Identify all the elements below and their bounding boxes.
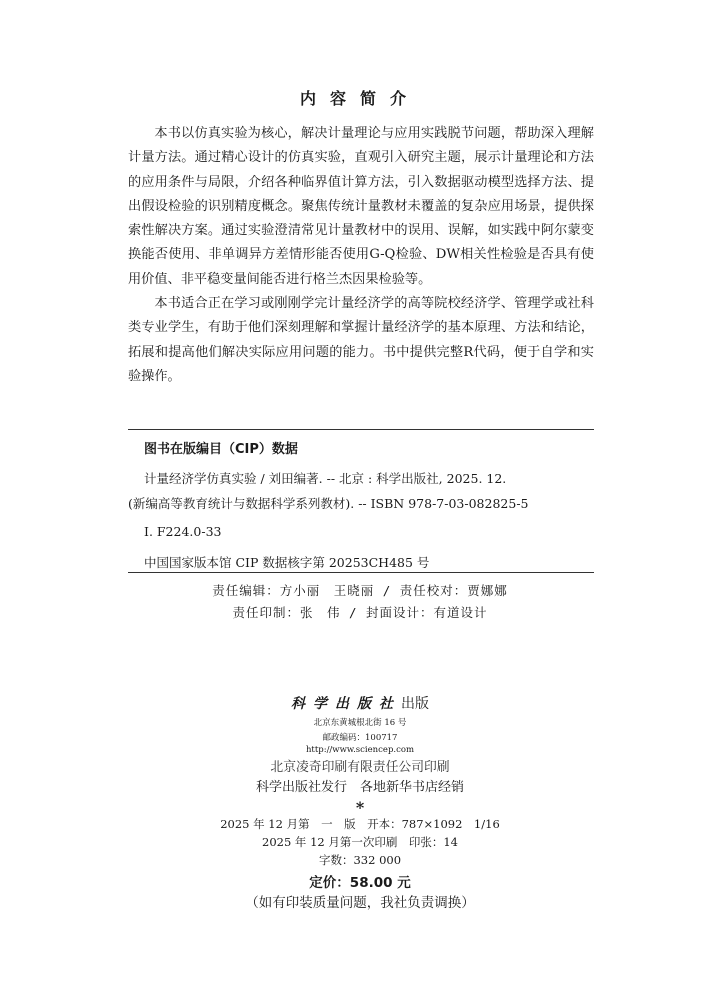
publisher-logo: 科学出版社 [291,696,401,712]
summary-paragraph-1: 本书以仿真实验为核心，解决计量理论与应用实践脱节问题，帮助深入理解计量方法。通过精心设计的仿真实验，直观引入研究主题，展示计量理论和方法的应用条件与局限，介绍各种临界值计算方法，引入数据驱动模型选择方法、提出假设检验的识别精度概念。聚焦传统计量教材未覆盖的复杂应用场景，提供探索性解决方案。通过实验澄清常见计量教材中的误用、误解，如实践中阿尔蒙变换能否使用、非单调异方差情形能否使用G-Q检验、DW相关性检验是否具有使用价值、非平稳变量间能否进行格兰杰因果检验等。 [128,126,594,287]
word-count: 字数：332 000 [318,853,402,867]
summary-paragraph-2: 本书适合正在学习或刚刚学完计量经济学的高等院校经济学、管理学或社科类专业学生，有助于他们深刻理解和掌握计量经济学的基本原理、方法和结论，拓展和提高他们解决实际应用问题的能力。书中提供完整R代码，便于自学和实验操作。 [128,296,594,384]
price: 定价：58.00 元 [309,875,411,891]
cip-line-4: 中国国家版本馆 CIP 数据核字第 20253CH485 号 [144,555,430,570]
printer-line: 北京凌奇印刷有限责任公司印刷 [270,760,450,775]
cip-line-2: (新编高等教育统计与数据科学系列教材). -- ISBN 978-7-03-082825-5 [128,496,529,511]
publisher-zip: 邮政编码：100717 [322,733,398,743]
cip-top-rule [128,429,594,430]
quality-notice: （如有印装质量问题，我社负责调换） [245,895,475,911]
cip-line-3: Ⅰ. F224.0-33 [144,524,222,539]
publisher-line [0,693,720,713]
summary-body [128,122,594,389]
publisher-url: http://www.sciencep.com [305,745,415,755]
cip-line-1: 计量经济学仿真实验 / 刘田编著. -- 北京 : 科学出版社, 2025. 12. [144,471,507,486]
cip-heading: 图书在版编目（CIP）数据 [144,442,298,457]
publisher-address: 北京东黄城根北街 16 号 [313,718,407,728]
edition-line-2: 2025 年 12 月第一次印刷 印张：14 [262,835,458,849]
distribution-line: 科学出版社发行 各地新华书店经销 [255,780,464,795]
edition-line-1: 2025 年 12 月第 一 版 开本：787×1092 1/16 [220,817,500,831]
separator-star: * [355,798,365,817]
cip-bottom-rule [128,572,594,573]
credits-print-design: 责任印制：张 伟 / 封面设计：有道设计 [232,605,488,620]
summary-title: 内容简介 [299,89,420,108]
publisher-suffix: 出版 [401,696,429,712]
credits-editors: 责任编辑：方小丽 王晓丽 / 责任校对：贾娜娜 [212,583,508,598]
